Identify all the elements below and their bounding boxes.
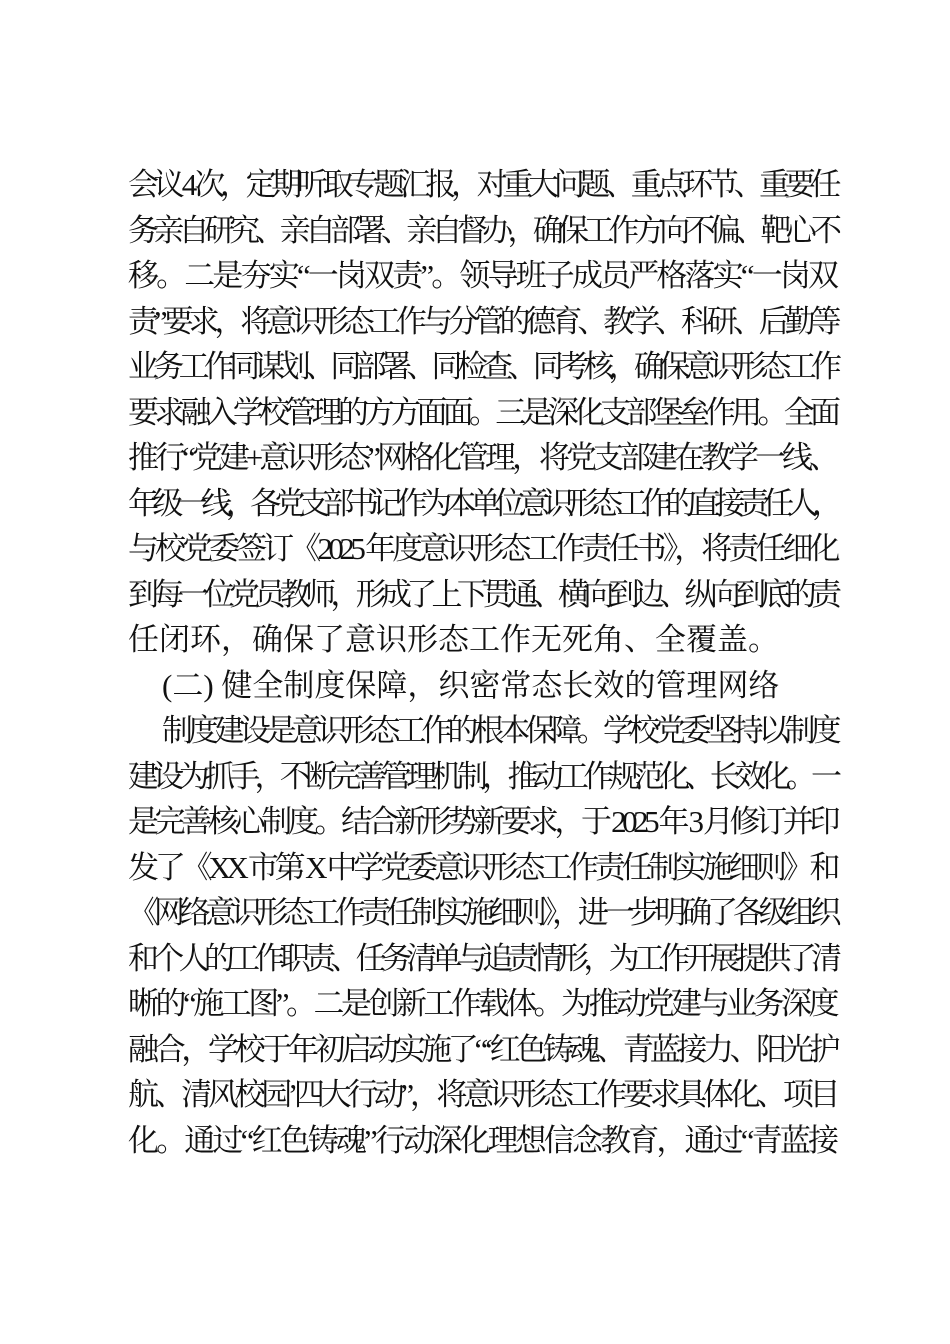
paragraph-line: 是完善核心制度。结合新形势新要求，于 2025 年 3 月修订并印: [128, 804, 836, 839]
paragraph-line: 移。二是夯实“一岗双责”。领导班子成员严格落实“一岗双: [128, 258, 836, 293]
paragraph-line: 业务工作同谋划、同部署、同检查、同考核，确保意识形态工作: [128, 349, 836, 384]
paragraph-line: 发了《XX 市第 X 中学党委意识形态工作责任制实施细则》和: [128, 849, 836, 885]
paragraph-line: 年级一线，各党支部书记作为本单位意识形态工作的直接责任人，: [128, 485, 836, 521]
paragraph-line: 与校党委签订《2025 年度意识形态工作责任书》，将责任细化: [128, 531, 836, 566]
paragraph-line: 任闭环，确保了意识形态工作无死角、全覆盖。: [128, 622, 779, 657]
paragraph-line: 化。通过“红色铸魂”行动深化理想信念教育，通过“青蓝接: [128, 1122, 836, 1158]
paragraph-line: 融合，学校于年初启动实施了“‘红色铸魂、青蓝接力、阳光护: [128, 1031, 836, 1067]
paragraph-line: 责”要求，将意识形态工作与分管的德育、教学、科研、后勤等: [128, 303, 836, 339]
paragraph-line: 制度建设是意识形态工作的根本保障。学校党委坚持以制度: [162, 713, 836, 748]
paragraph-line: 晰的“施工图”。二是创新工作载体。为推动党建与业务深度: [128, 986, 837, 1021]
paragraph-line: 建设为抓手，不断完善管理机制，推动工作规范化、长效化。一: [128, 758, 836, 794]
section-heading: (二) 健全制度保障，织密常态长效的管理网络: [162, 667, 780, 703]
paragraph-line: 会议 4 次，定期听取专题汇报，对重大问题、重点环节、重要任: [128, 167, 836, 202]
document-page: [128, 162, 836, 1163]
paragraph-line: 务亲自研究、亲自部署、亲自督办，确保工作方向不偏、靶心不: [128, 212, 836, 248]
paragraph-line: 要求融入学校管理的方方面面。三是深化支部堡垒作用。全面: [128, 394, 836, 430]
paragraph-line: 推行“党建+意识形态”网格化管理，将党支部建在教学一线、: [128, 440, 836, 475]
paragraph-line: 航、清风校园’四大行动”，将意识形态工作要求具体化、项目: [128, 1077, 836, 1112]
paragraph-line: 《网络意识形态工作责任制实施细则》，进一步明确了各级组织: [128, 895, 836, 930]
paragraph-line: 到每一位党员教师，形成了上下贯通、横向到边、纵向到底的责: [128, 576, 836, 612]
paragraph-line: 和个人的工作职责、任务清单与追责情形，为工作开展提供了清: [128, 940, 836, 976]
